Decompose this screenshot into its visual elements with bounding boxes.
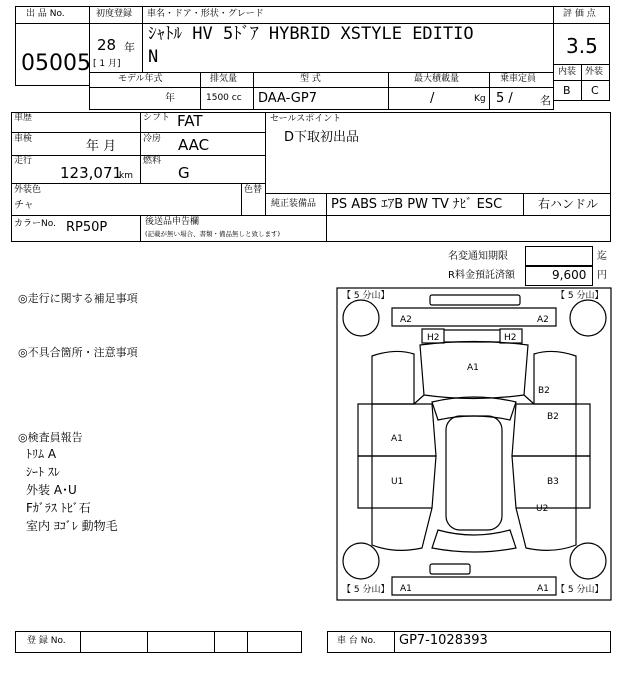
score-label: 評 価 点 xyxy=(563,9,596,19)
car-name-line2: N xyxy=(148,47,159,67)
exterior-color-value: チャ xyxy=(14,200,34,211)
exterior-grade: C xyxy=(591,84,599,97)
car-name-label: 車名・ドア・形状・グレード xyxy=(147,9,264,19)
type-value: DAA-GP7 xyxy=(258,91,317,106)
inspector-line: 室内 ﾖｺﾞﾚ 動物毛 xyxy=(26,519,118,533)
inspection-label: 車検 xyxy=(14,134,33,144)
displacement-value: 1500 cc xyxy=(206,93,242,103)
shift-label: シフト xyxy=(143,113,171,123)
reg-no-cell-1 xyxy=(80,631,148,653)
mark-front-bumper-right: A2 xyxy=(537,315,549,325)
mark-rear-door-right: B3 xyxy=(547,477,559,487)
first-reg-year-unit: 年 xyxy=(124,41,135,54)
mark-front-fender-right: B2 xyxy=(538,386,550,396)
capacity-label: 乗車定員 xyxy=(500,74,537,84)
exterior-color-label: 外装色 xyxy=(14,185,42,195)
displacement-label: 排気量 xyxy=(210,74,238,84)
chassis-value: GP7-1028393 xyxy=(399,633,488,648)
tire-front-left-icon xyxy=(343,300,379,336)
mark-rear-fender-right: U2 xyxy=(536,504,549,514)
inspector-line: 外装 A･U xyxy=(26,483,77,497)
reg-no-cell-2 xyxy=(147,631,215,653)
recycle-label: R料金預託済額 xyxy=(448,270,515,281)
color-change-label: 色替 xyxy=(244,185,263,195)
equipment-value: PS ABS ｴｱB PW TV ﾅﾋﾞ ESC xyxy=(331,197,503,212)
model-year-cell xyxy=(89,87,201,110)
reg-no-cell-4 xyxy=(247,631,302,653)
color-no-label: カラーNo. xyxy=(14,219,56,229)
fuel-value: G xyxy=(178,164,190,182)
reg-no-label: 登 録 No. xyxy=(27,636,66,646)
sales-point-cell xyxy=(265,112,611,194)
recycle-unit: 円 xyxy=(597,270,607,281)
first-reg-label: 初度登録 xyxy=(96,9,133,19)
chassis-label: 車 台 No. xyxy=(337,636,376,646)
car-name-line1: ｼｬﾄﾙ HV 5ﾄﾞｱ HYBRID XSTYLE EDITIO xyxy=(148,24,474,44)
post-sale-note: (記載が無い場合、書類・備品無しと致します) xyxy=(145,230,281,238)
driving-notes-heading: ◎走行に関する補足事項 xyxy=(18,292,138,305)
score-value: 3.5 xyxy=(566,34,598,58)
mileage-unit: km xyxy=(119,171,133,181)
lot-number: 05005 xyxy=(21,51,91,76)
inspection-value: 年 月 xyxy=(86,139,117,154)
ac-label: 冷房 xyxy=(143,134,162,144)
tire-rl-label: 【 5 分山】 xyxy=(342,585,390,595)
sales-point-value: D下取初出品 xyxy=(284,130,360,145)
tire-fl-label: 【 5 分山】 xyxy=(342,291,390,301)
post-sale-label: 後送品申告欄 xyxy=(145,217,200,227)
tire-fr-label: 【 5 分山】 xyxy=(556,291,604,301)
type-label: 型 式 xyxy=(300,74,321,84)
defects-heading: ◎不具合箇所・注意事項 xyxy=(18,346,138,359)
mileage-label: 走行 xyxy=(14,156,33,166)
model-year-label: モデル年式 xyxy=(118,74,163,84)
max-load-unit: Kg xyxy=(474,94,486,104)
shift-value: FAT xyxy=(177,112,203,130)
mark-rear-bumper-left: A1 xyxy=(400,584,412,594)
title-change-cell xyxy=(525,246,593,266)
capacity-value: 5 / xyxy=(496,91,513,106)
equipment-label: 純正装備品 xyxy=(271,199,317,209)
ac-value: AAC xyxy=(178,136,210,154)
max-load-label: 最大積載量 xyxy=(414,74,460,84)
mark-front-door-left: A1 xyxy=(391,434,403,444)
type-label-cell xyxy=(253,72,389,88)
model-year-unit: 年 xyxy=(165,93,175,104)
interior-label: 内装 xyxy=(558,67,577,77)
history-label: 車歴 xyxy=(14,113,33,123)
first-reg-month: [ 1 月] xyxy=(93,59,121,69)
fuel-label: 燃料 xyxy=(143,156,162,166)
mark-front-bumper-left: A2 xyxy=(400,315,412,325)
tire-rr-label: 【 5 分山】 xyxy=(556,585,604,595)
capacity-unit: 名 xyxy=(540,94,551,107)
inspector-heading: ◎検査員報告 xyxy=(18,431,83,444)
inspector-line: ｼｰﾄ ｽﾚ xyxy=(26,465,60,479)
steering-value: 右ハンドル xyxy=(538,197,599,211)
mark-rear-bumper-right: A1 xyxy=(537,584,549,594)
sales-point-label: セールスポイント xyxy=(270,114,342,124)
title-change-label: 名変通知期限 xyxy=(448,251,508,262)
recycle-value: 9,600 xyxy=(552,268,587,282)
max-load-value: / xyxy=(430,91,435,106)
tire-rear-right-icon xyxy=(570,543,606,579)
mileage-value: 123,071 xyxy=(60,164,123,182)
mark-hood: A1 xyxy=(467,363,479,373)
mark-headlight-right: H2 xyxy=(504,333,517,343)
mark-rear-door-left: U1 xyxy=(391,477,404,487)
tire-rear-left-icon xyxy=(343,543,379,579)
mark-headlight-left: H2 xyxy=(427,333,440,343)
title-change-unit: 迄 xyxy=(597,251,607,262)
reg-no-cell-3 xyxy=(214,631,248,653)
equipment-blank-cell xyxy=(326,215,611,242)
car-damage-diagram xyxy=(336,287,612,601)
exterior-color-cell xyxy=(11,183,242,216)
inspector-line: ﾄﾘﾑ A xyxy=(26,447,57,461)
lot-number-label: 出 品 No. xyxy=(26,9,65,19)
tire-front-right-icon xyxy=(570,300,606,336)
mark-front-door-right: B2 xyxy=(547,412,559,422)
exterior-label: 外装 xyxy=(585,67,604,77)
color-no-value: RP50P xyxy=(66,220,108,235)
first-reg-year: 28 xyxy=(97,36,117,54)
interior-grade: B xyxy=(563,84,571,97)
inspector-line: Fｶﾞﾗｽ ﾄﾋﾞ石 xyxy=(26,501,91,515)
